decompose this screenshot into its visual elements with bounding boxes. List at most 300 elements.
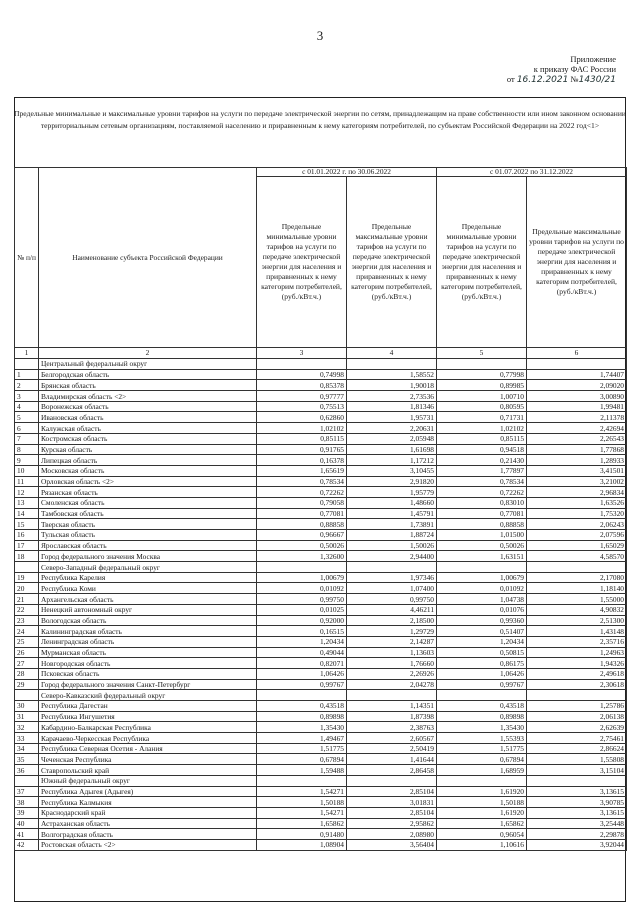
max-tariff-h2: 2,96834: [527, 487, 627, 498]
min-tariff-h2: 0,77081: [437, 508, 527, 519]
region-name: Ярославская область: [39, 540, 257, 551]
min-tariff-h2: 0,99767: [437, 679, 527, 690]
table-row: [15, 743, 627, 754]
row-number: 21: [15, 594, 39, 605]
min-tariff-h2: 0,85115: [437, 433, 527, 444]
max-tariff-h1: 1,41644: [347, 754, 437, 765]
section-empty-cell: [437, 690, 527, 701]
min-tariff-h1: 1,49467: [257, 733, 347, 744]
region-name: Чеченская Республика: [39, 754, 257, 765]
col-header-3: Предельные минимальные уровни тарифов на услуги по передаче электрической энергии для населения и приравненных к нему категорим потребителей, (руб./кВт.ч.): [257, 177, 347, 348]
region-name: Псковская область: [39, 668, 257, 679]
region-name: Тамбовская область: [39, 508, 257, 519]
max-tariff-h1: 2,04278: [347, 679, 437, 690]
table-row: [15, 572, 627, 583]
section-empty-cell: [527, 359, 627, 370]
region-name: Брянская область: [39, 380, 257, 391]
table-row: [15, 615, 627, 626]
max-tariff-h2: 3,00890: [527, 391, 627, 402]
table-row: [15, 444, 627, 455]
min-tariff-h1: 1,06426: [257, 668, 347, 679]
section-empty-cell: [257, 562, 347, 573]
table-row: [15, 540, 627, 551]
min-tariff-h2: 0,21430: [437, 455, 527, 466]
min-tariff-h2: 1,51775: [437, 743, 527, 754]
max-tariff-h1: 1,13603: [347, 647, 437, 658]
min-tariff-h2: 0,94518: [437, 444, 527, 455]
table-row: [15, 668, 627, 679]
min-tariff-h2: 1,10616: [437, 839, 527, 850]
appendix-block: [416, 54, 616, 85]
min-tariff-h2: 1,50188: [437, 797, 527, 808]
max-tariff-h1: 2,85104: [347, 786, 437, 797]
section-num-cell: [15, 775, 39, 786]
section-empty-cell: [347, 690, 437, 701]
section-row: [15, 562, 627, 573]
max-tariff-h1: 1,87398: [347, 711, 437, 722]
min-tariff-h2: 1,61920: [437, 786, 527, 797]
table-row: [15, 797, 627, 808]
row-number: 42: [15, 839, 39, 850]
max-tariff-h2: 2,42694: [527, 423, 627, 434]
max-tariff-h2: 4,90832: [527, 604, 627, 615]
row-number: 23: [15, 615, 39, 626]
table-row: [15, 508, 627, 519]
row-number: 17: [15, 540, 39, 551]
max-tariff-h1: 2,91820: [347, 476, 437, 487]
min-tariff-h2: 1,35430: [437, 722, 527, 733]
table-row: [15, 711, 627, 722]
max-tariff-h2: 2,86624: [527, 743, 627, 754]
max-tariff-h2: 2,11378: [527, 412, 627, 423]
row-number: 38: [15, 797, 39, 808]
row-number: 11: [15, 476, 39, 487]
region-name: Архангельская область: [39, 594, 257, 605]
table-row: [15, 551, 627, 562]
table-row: [15, 679, 627, 690]
table-row: [15, 754, 627, 765]
max-tariff-h2: 1,43148: [527, 626, 627, 637]
row-number: 7: [15, 433, 39, 444]
max-tariff-h1: 1,17212: [347, 455, 437, 466]
row-number: 24: [15, 626, 39, 637]
appendix-no-sign: №: [570, 74, 579, 84]
min-tariff-h2: 1,68959: [437, 765, 527, 776]
column-number: 4: [347, 348, 437, 359]
table-row: [15, 701, 627, 712]
max-tariff-h2: 1,25786: [527, 701, 627, 712]
max-tariff-h2: 1,77868: [527, 444, 627, 455]
max-tariff-h2: 2,62639: [527, 722, 627, 733]
min-tariff-h1: 1,00679: [257, 572, 347, 583]
max-tariff-h1: 1,73891: [347, 519, 437, 530]
row-number: 25: [15, 636, 39, 647]
min-tariff-h1: 0,16378: [257, 455, 347, 466]
min-tariff-h1: 0,01092: [257, 583, 347, 594]
max-tariff-h2: 2,49618: [527, 668, 627, 679]
min-tariff-h2: 0,96054: [437, 829, 527, 840]
min-tariff-h2: 1,02102: [437, 423, 527, 434]
row-number: 35: [15, 754, 39, 765]
region-name: Белгородская область: [39, 369, 257, 380]
row-number: 26: [15, 647, 39, 658]
section-empty-cell: [257, 359, 347, 370]
min-tariff-h1: 0,88858: [257, 519, 347, 530]
table-row: [15, 530, 627, 541]
max-tariff-h2: 3,41501: [527, 465, 627, 476]
max-tariff-h2: 2,17080: [527, 572, 627, 583]
min-tariff-h1: 0,99750: [257, 594, 347, 605]
region-name: Липецкая область: [39, 455, 257, 466]
max-tariff-h1: 1,90018: [347, 380, 437, 391]
row-number: 13: [15, 497, 39, 508]
region-name: Новгородская область: [39, 658, 257, 669]
row-number: 9: [15, 455, 39, 466]
row-number: 33: [15, 733, 39, 744]
region-name: Кабардино-Балкарская Республика: [39, 722, 257, 733]
region-name: Ростовская область <2>: [39, 839, 257, 850]
region-name: Республика Калмыкия: [39, 797, 257, 808]
region-name: Республика Дагестан: [39, 701, 257, 712]
row-number: 31: [15, 711, 39, 722]
min-tariff-h1: 0,97777: [257, 391, 347, 402]
min-tariff-h1: 1,20434: [257, 636, 347, 647]
region-name: Волгоградская область: [39, 829, 257, 840]
section-empty-cell: [257, 690, 347, 701]
min-tariff-h1: 0,74998: [257, 369, 347, 380]
min-tariff-h1: 1,54271: [257, 807, 347, 818]
region-name: Республика Ингушетия: [39, 711, 257, 722]
min-tariff-h1: 0,85378: [257, 380, 347, 391]
section-empty-cell: [437, 775, 527, 786]
region-name: Московская область: [39, 465, 257, 476]
max-tariff-h2: 1,63526: [527, 497, 627, 508]
column-number: 1: [15, 348, 39, 359]
section-num-cell: [15, 359, 39, 370]
tariff-table: [14, 167, 627, 851]
max-tariff-h2: 2,51300: [527, 615, 627, 626]
region-name: Тверская область: [39, 519, 257, 530]
max-tariff-h1: 1,29729: [347, 626, 437, 637]
min-tariff-h2: 0,78534: [437, 476, 527, 487]
table-row: [15, 733, 627, 744]
max-tariff-h2: 1,74407: [527, 369, 627, 380]
row-number: 20: [15, 583, 39, 594]
max-tariff-h2: 2,29878: [527, 829, 627, 840]
min-tariff-h2: 0,89898: [437, 711, 527, 722]
section-empty-cell: [347, 359, 437, 370]
region-name: Орловская область <2>: [39, 476, 257, 487]
max-tariff-h2: 2,06138: [527, 711, 627, 722]
min-tariff-h1: 0,85115: [257, 433, 347, 444]
min-tariff-h2: 1,06426: [437, 668, 527, 679]
region-name: Рязанская область: [39, 487, 257, 498]
min-tariff-h1: 1,08904: [257, 839, 347, 850]
col-header-6: Предельные максимальные уровни тарифов на услуги по передаче электрической энергии для населения и приравненных к нему категорим потребителей, (руб./кВт.ч.): [527, 177, 627, 348]
min-tariff-h2: 0,72262: [437, 487, 527, 498]
max-tariff-h1: 2,14287: [347, 636, 437, 647]
table-row: [15, 839, 627, 850]
max-tariff-h2: 4,58570: [527, 551, 627, 562]
region-name: Мурманская область: [39, 647, 257, 658]
row-number: 39: [15, 807, 39, 818]
min-tariff-h1: 0,92000: [257, 615, 347, 626]
section-title: Южный федеральный округ: [39, 775, 257, 786]
section-title: Центральный федеральный округ: [39, 359, 257, 370]
table-row: [15, 519, 627, 530]
max-tariff-h2: 2,26543: [527, 433, 627, 444]
min-tariff-h2: 1,00710: [437, 391, 527, 402]
column-number: 5: [437, 348, 527, 359]
table-row: [15, 497, 627, 508]
table-row: [15, 647, 627, 658]
max-tariff-h1: 1,45791: [347, 508, 437, 519]
table-row: [15, 807, 627, 818]
region-name: Карачаево-Черкесская Республика: [39, 733, 257, 744]
max-tariff-h1: 3,56404: [347, 839, 437, 850]
section-empty-cell: [347, 775, 437, 786]
table-row: [15, 401, 627, 412]
table-row: [15, 412, 627, 423]
max-tariff-h1: 1,14351: [347, 701, 437, 712]
max-tariff-h1: 2,86458: [347, 765, 437, 776]
max-tariff-h2: 3,15104: [527, 765, 627, 776]
appendix-date: 16.12.2021: [516, 75, 569, 85]
max-tariff-h1: 2,05948: [347, 433, 437, 444]
table-row: [15, 487, 627, 498]
region-name: Смоленская область: [39, 497, 257, 508]
max-tariff-h2: 1,28933: [527, 455, 627, 466]
region-name: Республика Карелия: [39, 572, 257, 583]
region-name: Краснодарский край: [39, 807, 257, 818]
region-name: Ивановская область: [39, 412, 257, 423]
table-row: [15, 380, 627, 391]
min-tariff-h1: 1,54271: [257, 786, 347, 797]
table-row: [15, 465, 627, 476]
min-tariff-h2: 0,71731: [437, 412, 527, 423]
table-row: [15, 455, 627, 466]
row-number: 14: [15, 508, 39, 519]
min-tariff-h2: 1,01500: [437, 530, 527, 541]
row-number: 30: [15, 701, 39, 712]
region-name: Ненецкий автономный округ: [39, 604, 257, 615]
min-tariff-h2: 0,67894: [437, 754, 527, 765]
region-name: Республика Северная Осетия - Алания: [39, 743, 257, 754]
region-name: Владимирская область <2>: [39, 391, 257, 402]
max-tariff-h1: 2,38763: [347, 722, 437, 733]
min-tariff-h1: 0,96667: [257, 530, 347, 541]
min-tariff-h2: 1,20434: [437, 636, 527, 647]
max-tariff-h1: 3,01831: [347, 797, 437, 808]
max-tariff-h1: 2,50419: [347, 743, 437, 754]
min-tariff-h2: 0,01076: [437, 604, 527, 615]
min-tariff-h1: 1,50188: [257, 797, 347, 808]
min-tariff-h2: 0,50815: [437, 647, 527, 658]
min-tariff-h2: 0,83010: [437, 497, 527, 508]
table-row: [15, 722, 627, 733]
row-number: 4: [15, 401, 39, 412]
row-number: 12: [15, 487, 39, 498]
column-number: 2: [39, 348, 257, 359]
row-number: 18: [15, 551, 39, 562]
min-tariff-h1: 0,77081: [257, 508, 347, 519]
region-name: Город федерального значения Москва: [39, 551, 257, 562]
section-empty-cell: [527, 775, 627, 786]
max-tariff-h1: 3,10455: [347, 465, 437, 476]
min-tariff-h2: 0,77998: [437, 369, 527, 380]
row-number: 6: [15, 423, 39, 434]
table-row: [15, 626, 627, 637]
table-row: [15, 818, 627, 829]
table-row: [15, 765, 627, 776]
region-name: Ставропольский край: [39, 765, 257, 776]
appendix-from: от: [506, 74, 515, 84]
row-number: 19: [15, 572, 39, 583]
table-row: [15, 829, 627, 840]
min-tariff-h1: 1,51775: [257, 743, 347, 754]
max-tariff-h1: 1,88724: [347, 530, 437, 541]
period-2-header: с 01.07.2022 по 31.12.2022: [437, 168, 627, 177]
min-tariff-h2: 1,55393: [437, 733, 527, 744]
section-row: [15, 690, 627, 701]
region-name: Республика Коми: [39, 583, 257, 594]
table-row: [15, 476, 627, 487]
max-tariff-h1: 1,95779: [347, 487, 437, 498]
section-empty-cell: [527, 562, 627, 573]
min-tariff-h1: 0,91480: [257, 829, 347, 840]
table-row: [15, 604, 627, 615]
table-row: [15, 786, 627, 797]
max-tariff-h2: 2,35716: [527, 636, 627, 647]
min-tariff-h2: 1,00679: [437, 572, 527, 583]
min-tariff-h2: 0,86175: [437, 658, 527, 669]
max-tariff-h1: 1,07400: [347, 583, 437, 594]
max-tariff-h2: 1,24963: [527, 647, 627, 658]
section-row: [15, 359, 627, 370]
max-tariff-h2: 3,90785: [527, 797, 627, 808]
min-tariff-h2: 0,80595: [437, 401, 527, 412]
row-number: 2: [15, 380, 39, 391]
region-name: Астраханская область: [39, 818, 257, 829]
region-name: Калининградская область: [39, 626, 257, 637]
max-tariff-h1: 2,94400: [347, 551, 437, 562]
max-tariff-h2: 1,55000: [527, 594, 627, 605]
max-tariff-h2: 3,13615: [527, 786, 627, 797]
row-number: 32: [15, 722, 39, 733]
region-name: Ленинградская область: [39, 636, 257, 647]
max-tariff-h1: 2,85104: [347, 807, 437, 818]
row-number: 34: [15, 743, 39, 754]
max-tariff-h1: 1,50026: [347, 540, 437, 551]
min-tariff-h2: 1,65862: [437, 818, 527, 829]
column-number: 3: [257, 348, 347, 359]
table-row: [15, 391, 627, 402]
min-tariff-h2: 0,01092: [437, 583, 527, 594]
appendix-number: 1430/21: [578, 75, 616, 85]
min-tariff-h1: 1,32600: [257, 551, 347, 562]
max-tariff-h2: 1,55808: [527, 754, 627, 765]
table-row: [15, 636, 627, 647]
min-tariff-h1: 0,82071: [257, 658, 347, 669]
min-tariff-h1: 0,89898: [257, 711, 347, 722]
col-header-name: Наименование субъекта Российской Федерации: [39, 168, 257, 348]
max-tariff-h2: 1,75320: [527, 508, 627, 519]
row-number: 27: [15, 658, 39, 669]
column-number: 6: [527, 348, 627, 359]
region-name: Тульская область: [39, 530, 257, 541]
min-tariff-h1: 0,79058: [257, 497, 347, 508]
max-tariff-h1: 2,73536: [347, 391, 437, 402]
row-number: 36: [15, 765, 39, 776]
section-num-cell: [15, 690, 39, 701]
min-tariff-h1: 1,65619: [257, 465, 347, 476]
max-tariff-h2: 2,30618: [527, 679, 627, 690]
row-number: 10: [15, 465, 39, 476]
min-tariff-h1: 1,65862: [257, 818, 347, 829]
section-num-cell: [15, 562, 39, 573]
min-tariff-h2: 0,89985: [437, 380, 527, 391]
table-row: [15, 583, 627, 594]
max-tariff-h1: 1,76660: [347, 658, 437, 669]
region-name: Воронежская область: [39, 401, 257, 412]
row-number: 16: [15, 530, 39, 541]
max-tariff-h1: 2,08980: [347, 829, 437, 840]
min-tariff-h1: 0,50026: [257, 540, 347, 551]
region-name: Костромская область: [39, 433, 257, 444]
region-name: Калужская область: [39, 423, 257, 434]
max-tariff-h2: 3,92044: [527, 839, 627, 850]
min-tariff-h2: 1,63151: [437, 551, 527, 562]
row-number: 5: [15, 412, 39, 423]
max-tariff-h1: 0,99750: [347, 594, 437, 605]
min-tariff-h2: 0,88858: [437, 519, 527, 530]
max-tariff-h2: 2,75461: [527, 733, 627, 744]
min-tariff-h2: 1,04738: [437, 594, 527, 605]
min-tariff-h2: 0,43518: [437, 701, 527, 712]
min-tariff-h1: 1,02102: [257, 423, 347, 434]
min-tariff-h1: 0,43518: [257, 701, 347, 712]
max-tariff-h1: 2,18500: [347, 615, 437, 626]
column-numbers-row: [15, 348, 627, 359]
max-tariff-h2: 2,06243: [527, 519, 627, 530]
min-tariff-h1: 0,67894: [257, 754, 347, 765]
min-tariff-h2: 0,51407: [437, 626, 527, 637]
max-tariff-h2: 2,09020: [527, 380, 627, 391]
document-title: Предельные минимальные и максимальные уровни тарифов на услуги по передаче электрической энергии по сетям, принадлежащим на праве собственности или ином законном основании территориальным сетевым организациям, поставляемой населению и приравненным к нему категориям потребителей, по субъектам Российской Федерации на 2022 год<1>: [14, 109, 626, 130]
max-tariff-h1: 2,26926: [347, 668, 437, 679]
max-tariff-h2: 2,07596: [527, 530, 627, 541]
max-tariff-h2: 3,21002: [527, 476, 627, 487]
row-number: 37: [15, 786, 39, 797]
section-empty-cell: [437, 562, 527, 573]
max-tariff-h1: 1,81346: [347, 401, 437, 412]
min-tariff-h1: 0,62860: [257, 412, 347, 423]
region-name: Город федерального значения Санкт-Петербург: [39, 679, 257, 690]
section-empty-cell: [257, 775, 347, 786]
section-title: Северо-Кавказский федеральный округ: [39, 690, 257, 701]
col-header-num: № п/п: [15, 168, 39, 348]
min-tariff-h1: 0,99767: [257, 679, 347, 690]
row-number: 41: [15, 829, 39, 840]
min-tariff-h1: 0,01025: [257, 604, 347, 615]
row-number: 3: [15, 391, 39, 402]
max-tariff-h2: 3,13615: [527, 807, 627, 818]
region-name: Республика Адыгея (Адыгея): [39, 786, 257, 797]
max-tariff-h1: 4,46211: [347, 604, 437, 615]
max-tariff-h2: 3,25448: [527, 818, 627, 829]
appendix-title: Приложение: [570, 54, 616, 64]
row-number: 15: [15, 519, 39, 530]
